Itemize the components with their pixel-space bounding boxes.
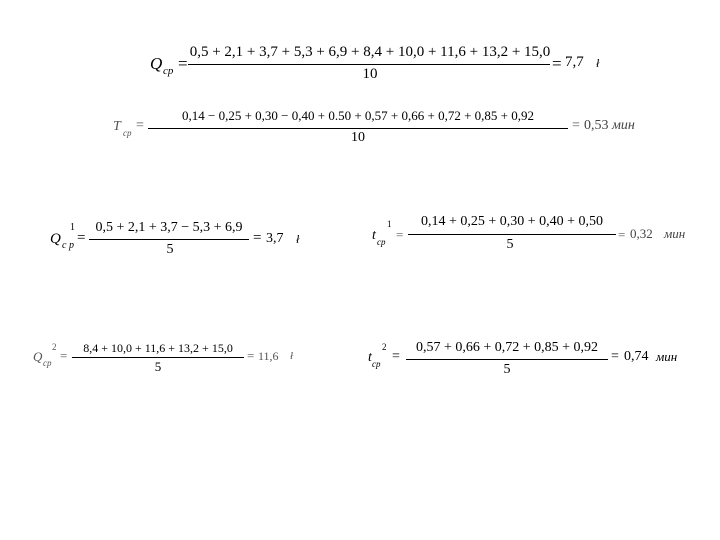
formula-unit: мин: [664, 226, 686, 241]
formula-numerator: 8,4 + 10,0 + 11,6 + 13,2 + 15,0: [83, 341, 233, 355]
formula-numerator: 0,14 − 0,25 + 0,30 − 0,40 + 0.50 + 0,57 + 0,66 + 0,72 + 0,85 + 0,92: [182, 108, 534, 123]
formula-denominator: 10: [351, 130, 365, 145]
formula-subscript: ср: [372, 359, 381, 369]
equals-sign: =: [136, 118, 144, 133]
formula-subscript: ср: [123, 128, 132, 138]
formula-t-average-group-2: [360, 330, 720, 390]
formula-result: 0,32: [630, 226, 653, 241]
formula-result: 0,74: [624, 349, 649, 364]
formula-t-average: [0, 100, 720, 160]
equals-sign: =: [618, 227, 626, 242]
equals-sign: =: [396, 227, 404, 242]
equals-sign: =: [611, 349, 619, 364]
fraction-bar: [72, 357, 244, 358]
formula-numerator: 0,5 + 2,1 + 3,7 − 5,3 + 6,9: [95, 220, 243, 235]
formula-symbol: Q: [50, 231, 61, 247]
fraction-bar: [89, 239, 249, 240]
equals-sign: =: [77, 230, 86, 246]
formula-subscript: ср: [163, 65, 174, 77]
formula-denominator: 5: [166, 242, 174, 257]
formula-superscript: 2: [382, 342, 387, 352]
equals-sign: =: [247, 348, 255, 363]
equals-sign: =: [253, 230, 262, 246]
formula-numerator: 0,5 + 2,1 + 3,7 + 5,3 + 6,9 + 8,4 + 10,0 + 11,6 + 13,2 + 15,0: [189, 44, 551, 60]
formula-superscript: 1: [70, 222, 75, 233]
equals-sign: =: [60, 348, 68, 363]
formula-unit: мин: [612, 118, 635, 133]
formula-symbol: Q: [150, 54, 163, 73]
fraction-bar: [188, 64, 550, 65]
formula-symbol: t: [372, 228, 376, 243]
formula-denominator: 10: [362, 66, 378, 82]
formula-numerator: 0,57 + 0,66 + 0,72 + 0,85 + 0,92: [415, 340, 599, 355]
formula-subscript: ср: [43, 358, 52, 368]
formula-unit: ł: [296, 232, 300, 246]
formula-q-average: [0, 0, 720, 100]
formula-denominator: 5: [154, 359, 162, 374]
formula-unit: ł: [596, 56, 600, 70]
formula-symbol: t: [368, 350, 372, 365]
equals-sign: =: [552, 54, 562, 73]
equals-sign: =: [572, 118, 580, 133]
formula-t-average-group-1: [360, 200, 720, 270]
formula-result: 0,53: [584, 118, 609, 133]
formula-numerator: 0,14 + 0,25 + 0,30 + 0,40 + 0,50: [420, 214, 604, 229]
formula-result: 7,7: [565, 54, 584, 70]
fraction-bar: [406, 359, 608, 360]
formula-subscript: ср: [377, 237, 386, 247]
formula-unit: ł: [290, 350, 294, 362]
formula-q-average-group-1: [0, 200, 360, 270]
formula-result: 11,6: [258, 349, 279, 363]
fraction-bar: [148, 128, 568, 129]
formula-symbol: T: [113, 119, 121, 134]
fraction-bar: [408, 234, 616, 235]
formula-unit: мин: [656, 349, 678, 364]
formula-symbol: Q: [33, 349, 43, 364]
formula-denominator: 5: [506, 237, 514, 252]
formula-superscript: 2: [52, 342, 57, 352]
equals-sign: =: [178, 54, 188, 73]
equals-sign: =: [392, 349, 400, 364]
formula-subscript: с р: [62, 240, 74, 251]
formula-result: 3,7: [266, 231, 284, 246]
formula-denominator: 5: [503, 362, 511, 377]
formula-superscript: 1: [387, 219, 392, 229]
formula-q-average-group-2: [0, 330, 360, 390]
